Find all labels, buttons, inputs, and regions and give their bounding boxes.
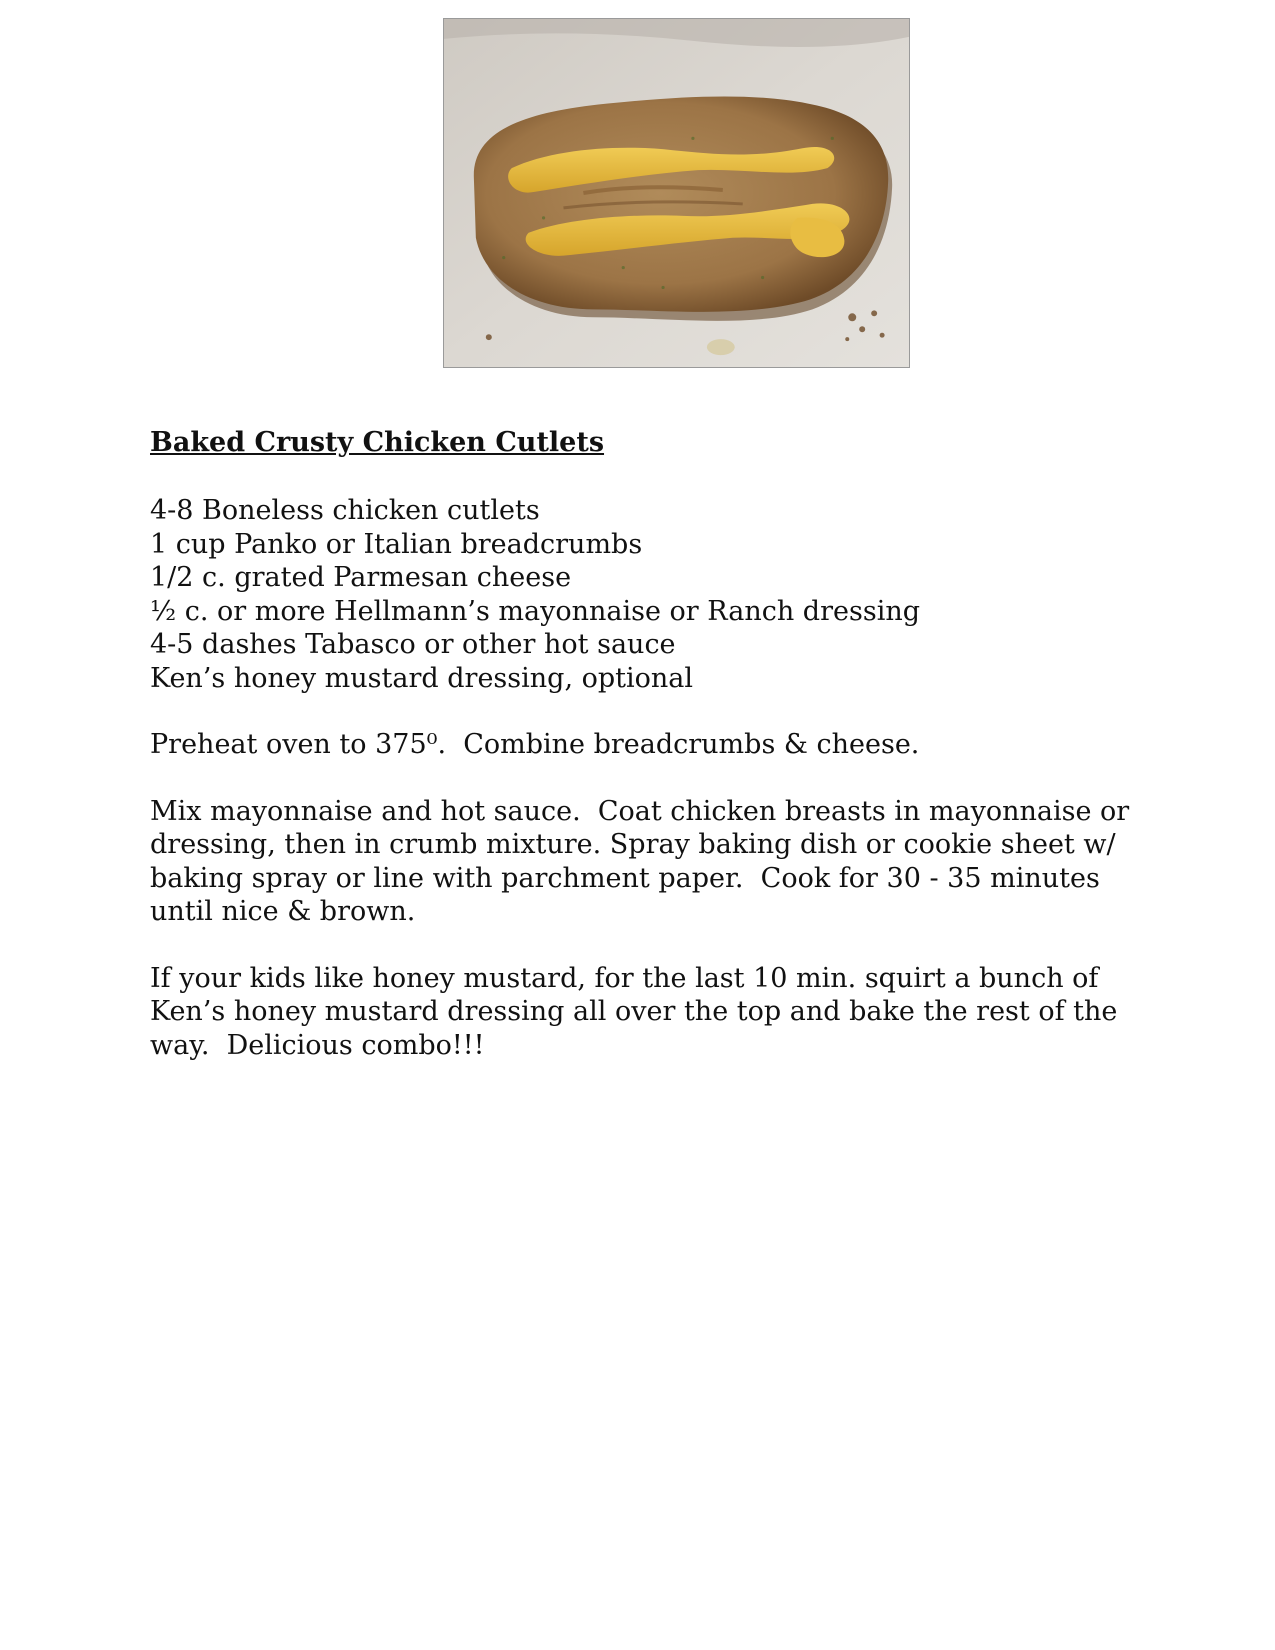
ingredient-item: 4-8 Boneless chicken cutlets — [150, 495, 540, 526]
recipe-body — [150, 423, 1138, 1062]
chicken-cutlet-image — [444, 19, 909, 367]
ingredient-list — [150, 494, 1130, 695]
ingredient-item: ½ c. or more Hellmann’s mayonnaise or Ranch dressing — [150, 595, 921, 627]
ingredient-item: 1 cup Panko or Italian breadcrumbs — [150, 528, 643, 560]
recipe-photo — [443, 18, 910, 368]
instruction-coat-and-bake: Mix mayonnaise and hot sauce. Coat chicken breasts in mayonnaise or dressing, then in crumb mixture. Spray baking dish or cookie sheet w/ baking spray or line with parchment paper. Cook for 30 - 35 minutes until nice & brown. — [150, 795, 1138, 927]
ingredient-item: 1/2 c. grated Parmesan cheese — [150, 562, 572, 593]
recipe-title: Baked Crusty Chicken Cutlets — [150, 427, 605, 458]
ingredient-item: 4-5 dashes Tabasco or other hot sauce — [150, 629, 676, 660]
ingredient-item: Ken’s honey mustard dressing, optional — [150, 662, 694, 694]
instruction-honey-mustard: If your kids like honey mustard, for the last 10 min. squirt a bunch of Ken’s honey mustard dressing all over the top and bake the rest of the way. Delicious combo!!! — [150, 962, 1126, 1061]
instruction-preheat: Preheat oven to 375⁰. Combine breadcrumbs & cheese. — [150, 729, 920, 760]
